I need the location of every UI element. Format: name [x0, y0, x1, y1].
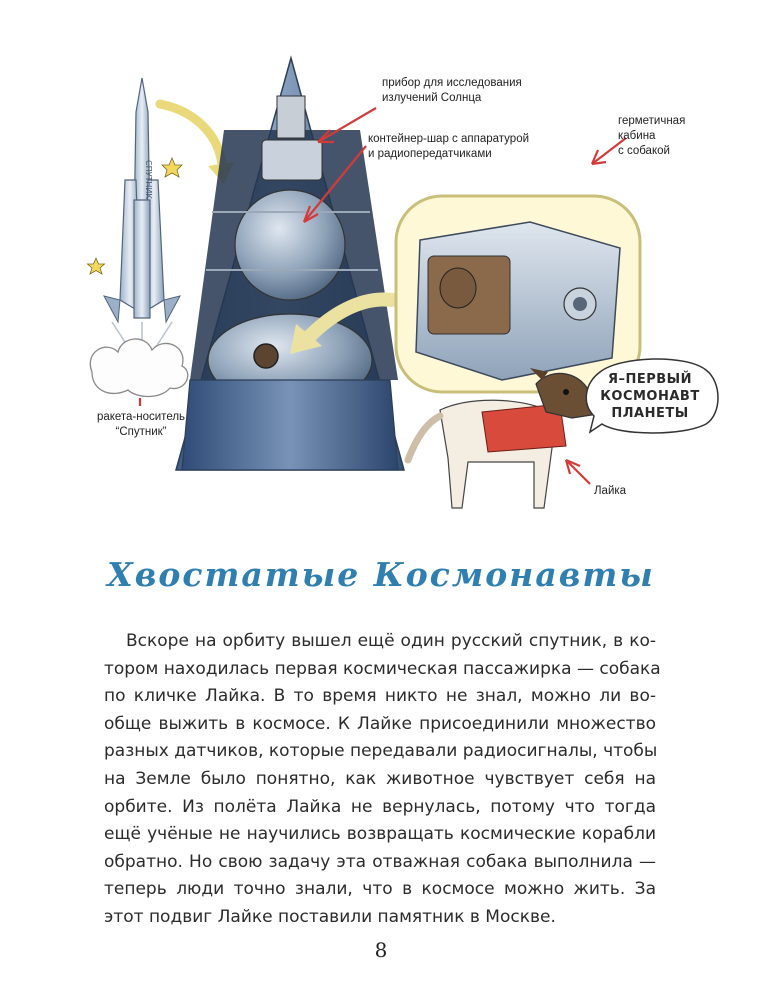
- label-line: прибор для исследования: [382, 77, 522, 89]
- zoom-arrow: [160, 104, 222, 166]
- body-line: тором находилась первая космическая пассажирка — собака: [104, 658, 661, 679]
- label-line: герметичная: [618, 115, 686, 127]
- body-line: Вскоре на орбиту вышел ещё один русский спутник, в ко-: [126, 631, 656, 651]
- body-line: теперь люди точно знали, что в космосе можно жить. За: [104, 879, 656, 900]
- page-number: 8: [374, 938, 388, 962]
- body-line: ещё учёные не научились возвращать космические корабли: [104, 824, 656, 845]
- label-line: излучений Солнца: [382, 92, 482, 104]
- star-decoration: [88, 258, 105, 274]
- rocket-body-text: СПУТНИК: [144, 160, 153, 200]
- label-sun-instrument: [382, 76, 522, 106]
- label-sealed-cabin: [618, 114, 685, 159]
- bubble-line: ПЛАНЕТЫ: [611, 405, 689, 421]
- body-line: разных датчиков, которые передавали радиосигналы, чтобы: [104, 741, 658, 762]
- body-line: обратно. Но свою задачу эта отважная собака выполнила —: [104, 851, 656, 872]
- body-line: обще выжить в космосе. К Лайке присоединили множество: [104, 713, 656, 734]
- star-decoration: [162, 158, 182, 177]
- label-line: “Спутник”: [115, 426, 167, 438]
- label-dog-name: Лайка: [594, 485, 627, 497]
- body-line: по кличке Лайка. В то время никто не знал, можно ли во-: [104, 686, 656, 707]
- bubble-line: КОСМОНАВТ: [600, 388, 700, 404]
- label-line: кабина: [618, 130, 656, 142]
- body-line: на Земле было понятно, как животное чувствует себя на: [104, 768, 656, 789]
- carrier-rocket: [90, 78, 187, 397]
- speech-bubble-text: [594, 362, 706, 430]
- body-line: орбите. Из полёта Лайка не вернулась, потому что тогда: [104, 796, 656, 817]
- bubble-line: Я–ПЕРВЫЙ: [607, 371, 693, 387]
- page-title: Хвостатые Космонавты: [107, 555, 655, 594]
- body-paragraph: [104, 628, 661, 932]
- label-line: контейнер-шар с аппаратурой: [368, 133, 530, 145]
- body-line: этот подвиг Лайке поставили памятник в Москве.: [104, 906, 556, 927]
- label-carrier-rocket: [86, 410, 196, 440]
- label-line: ракета-носитель: [96, 411, 186, 423]
- label-line: и радиопередатчиками: [368, 148, 492, 160]
- sputnik-nose-cone: [176, 58, 404, 470]
- label-line: с собакой: [618, 145, 670, 157]
- label-sphere-container: [368, 132, 529, 162]
